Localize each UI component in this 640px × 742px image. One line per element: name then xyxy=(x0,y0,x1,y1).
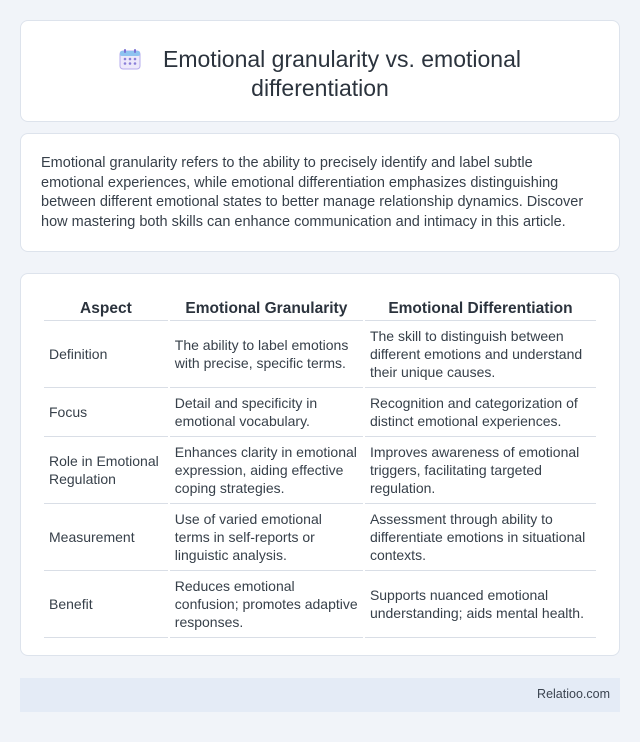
table-row xyxy=(44,504,596,571)
footer-bar xyxy=(20,678,620,712)
title-text-1: Emotional granularity vs. emotional xyxy=(163,46,521,72)
comparison-table xyxy=(42,294,598,638)
row-differentiation: Assessment through ability to differentiate emotions in situational contexts. xyxy=(365,504,596,571)
row-granularity: Use of varied emotional terms in self-reports or linguistic analysis. xyxy=(170,504,363,571)
row-differentiation: Improves awareness of emotional triggers, facilitating targeted regulation. xyxy=(365,437,596,504)
table-row xyxy=(44,437,596,504)
title-line-2: differentiation xyxy=(251,75,389,101)
intro-card xyxy=(20,133,620,252)
row-aspect: Focus xyxy=(44,388,168,437)
header-granularity: Emotional Granularity xyxy=(170,294,363,321)
row-granularity: Reduces emotional confusion; promotes adaptive responses. xyxy=(170,571,363,638)
header-differentiation: Emotional Differentiation xyxy=(365,294,596,321)
row-aspect: Definition xyxy=(44,321,168,388)
table-row xyxy=(44,388,596,437)
table-header-row xyxy=(44,294,596,321)
row-differentiation: The skill to distinguish between different emotions and understand their unique causes. xyxy=(365,321,596,388)
row-granularity: Enhances clarity in emotional expression, aiding effective coping strategies. xyxy=(170,437,363,504)
footer-brand[interactable]: Relatioo.com xyxy=(537,687,610,701)
table-row xyxy=(44,571,596,638)
title-card xyxy=(20,20,620,122)
calendar-icon xyxy=(119,48,141,70)
row-differentiation: Supports nuanced emotional understanding; aids mental health. xyxy=(365,571,596,638)
row-differentiation: Recognition and categorization of distinct emotional experiences. xyxy=(365,388,596,437)
header-aspect: Aspect xyxy=(44,294,168,321)
page-title xyxy=(21,45,619,103)
row-aspect: Measurement xyxy=(44,504,168,571)
row-granularity: The ability to label emotions with precise, specific terms. xyxy=(170,321,363,388)
row-aspect: Benefit xyxy=(44,571,168,638)
row-granularity: Detail and specificity in emotional vocabulary. xyxy=(170,388,363,437)
intro-paragraph: Emotional granularity refers to the ability to precisely identify and label subtle emotional experiences, while emotional differentiation emphasizes distinguishing between different emotional states to better manage relationship dynamics. Discover how mastering both skills can enhance communication and intimacy in this article. xyxy=(41,155,584,230)
title-line-1 xyxy=(21,45,619,74)
row-aspect: Role in Emotional Regulation xyxy=(44,437,168,504)
comparison-card xyxy=(20,273,620,656)
table-row xyxy=(44,321,596,388)
